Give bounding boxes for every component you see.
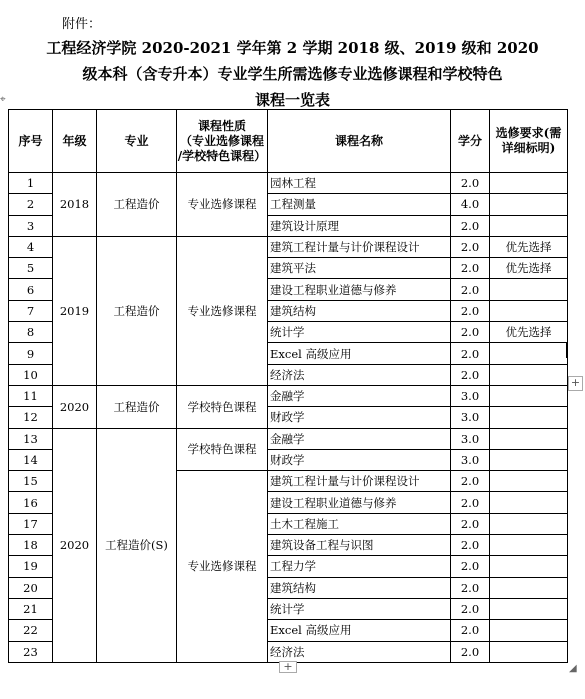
row-course: 统计学 xyxy=(268,598,451,619)
group-grade: 2020 xyxy=(53,428,97,662)
header-credit: 学分 xyxy=(451,110,490,173)
row-credit: 2.0 xyxy=(451,322,490,343)
row-course: 财政学 xyxy=(268,449,451,470)
row-no: 11 xyxy=(9,385,53,406)
group-major: 工程造价(S) xyxy=(97,428,177,662)
row-no: 15 xyxy=(9,471,53,492)
row-course: 建筑结构 xyxy=(268,300,451,321)
row-credit: 2.0 xyxy=(451,492,490,513)
table-move-handle-icon[interactable]: ⌖ xyxy=(0,94,6,105)
row-credit: 2.0 xyxy=(451,513,490,534)
row-no: 5 xyxy=(9,258,53,279)
row-credit: 2.0 xyxy=(451,343,490,364)
row-course: 统计学 xyxy=(268,322,451,343)
row-no: 20 xyxy=(9,577,53,598)
group-nature: 学校特色课程 xyxy=(177,385,268,428)
row-course: 建筑结构 xyxy=(268,577,451,598)
row-course: 园林工程 xyxy=(268,173,451,194)
row-course: 金融学 xyxy=(268,385,451,406)
row-course: Excel 高级应用 xyxy=(268,343,451,364)
row-no: 9 xyxy=(9,343,53,364)
table-header-row xyxy=(9,110,568,173)
attachment-label: 附件： xyxy=(62,17,102,32)
row-credit: 2.0 xyxy=(451,279,490,300)
row-course: 财政学 xyxy=(268,407,451,428)
header-req-line-1: 选修要求(需 xyxy=(495,126,562,140)
row-requirement xyxy=(490,577,568,598)
table-row xyxy=(9,236,568,257)
header-nature-line-1: 课程性质 xyxy=(197,118,246,133)
header-course-nature xyxy=(177,110,268,173)
row-credit: 3.0 xyxy=(451,449,490,470)
row-no: 17 xyxy=(9,513,53,534)
row-requirement xyxy=(490,194,568,215)
row-no: 10 xyxy=(9,364,53,385)
text-cursor xyxy=(566,342,568,358)
row-credit: 4.0 xyxy=(451,194,490,215)
row-credit: 2.0 xyxy=(451,641,490,662)
row-credit: 3.0 xyxy=(451,428,490,449)
row-course: 经济法 xyxy=(268,364,451,385)
row-credit: 2.0 xyxy=(451,556,490,577)
group-major: 工程造价 xyxy=(97,236,177,385)
row-credit: 2.0 xyxy=(451,598,490,619)
row-no: 4 xyxy=(9,236,53,257)
group-nature: 专业选修课程 xyxy=(177,236,268,385)
table-resize-handle-icon[interactable]: ◢ xyxy=(569,663,577,674)
row-no: 12 xyxy=(9,407,53,428)
row-credit: 2.0 xyxy=(451,471,490,492)
row-course: 工程力学 xyxy=(268,556,451,577)
table-row xyxy=(9,173,568,194)
row-course: 建设工程职业道德与修养 xyxy=(268,492,451,513)
row-no: 22 xyxy=(9,620,53,641)
row-requirement: 优先选择 xyxy=(490,322,568,343)
row-requirement xyxy=(490,279,568,300)
row-credit: 2.0 xyxy=(451,215,490,236)
row-course: 建筑工程计量与计价课程设计 xyxy=(268,236,451,257)
row-requirement xyxy=(490,364,568,385)
row-course: 建筑设计原理 xyxy=(268,215,451,236)
row-credit: 2.0 xyxy=(451,258,490,279)
add-row-icon[interactable]: + xyxy=(279,661,297,673)
row-course: 工程测量 xyxy=(268,194,451,215)
row-requirement xyxy=(490,343,568,364)
row-requirement xyxy=(490,173,568,194)
header-requirement xyxy=(490,110,568,173)
row-requirement xyxy=(490,471,568,492)
row-requirement xyxy=(490,641,568,662)
group-nature: 专业选修课程 xyxy=(177,471,268,663)
row-no: 18 xyxy=(9,535,53,556)
row-no: 8 xyxy=(9,322,53,343)
row-requirement xyxy=(490,428,568,449)
row-no: 16 xyxy=(9,492,53,513)
header-major: 专业 xyxy=(97,110,177,173)
row-course: 金融学 xyxy=(268,428,451,449)
document-title-line-2: 级本科（含专升本）专业学生所需选修专业选修课程和学校特色 xyxy=(82,65,503,83)
group-grade: 2020 xyxy=(53,385,97,428)
row-requirement xyxy=(490,449,568,470)
row-requirement xyxy=(490,513,568,534)
row-requirement: 优先选择 xyxy=(490,258,568,279)
row-credit: 2.0 xyxy=(451,620,490,641)
group-nature: 学校特色课程 xyxy=(177,428,268,471)
row-credit: 2.0 xyxy=(451,535,490,556)
group-major: 工程造价 xyxy=(97,173,177,237)
add-column-icon[interactable]: + xyxy=(568,376,583,391)
row-credit: 3.0 xyxy=(451,407,490,428)
row-requirement xyxy=(490,215,568,236)
row-no: 2 xyxy=(9,194,53,215)
row-requirement xyxy=(490,556,568,577)
row-requirement xyxy=(490,492,568,513)
document-title-line-1: 工程经济学院 2020-2021 学年第 2 学期 2018 级、2019 级和 2020 xyxy=(46,39,539,57)
row-requirement xyxy=(490,300,568,321)
group-major: 工程造价 xyxy=(97,385,177,428)
row-credit: 3.0 xyxy=(451,385,490,406)
row-requirement xyxy=(490,385,568,406)
header-nature-line-2: （专业选修课程 xyxy=(179,133,264,148)
row-credit: 2.0 xyxy=(451,300,490,321)
row-no: 3 xyxy=(9,215,53,236)
row-course: Excel 高级应用 xyxy=(268,620,451,641)
header-grade: 年级 xyxy=(53,110,97,173)
header-req-line-2: 详细标明) xyxy=(501,141,556,155)
row-requirement xyxy=(490,407,568,428)
row-course: 建设工程职业道德与修养 xyxy=(268,279,451,300)
header-nature-line-3: /学校特色课程） xyxy=(177,148,267,163)
row-no: 6 xyxy=(9,279,53,300)
row-course: 建筑平法 xyxy=(268,258,451,279)
row-credit: 2.0 xyxy=(451,236,490,257)
row-credit: 2.0 xyxy=(451,364,490,385)
document-title-line-3: 课程一览表 xyxy=(254,91,330,109)
row-course: 建筑工程计量与计价课程设计 xyxy=(268,471,451,492)
row-credit: 2.0 xyxy=(451,577,490,598)
table-row xyxy=(9,385,568,406)
row-no: 13 xyxy=(9,428,53,449)
table-row xyxy=(9,428,568,449)
row-requirement xyxy=(490,535,568,556)
row-requirement: 优先选择 xyxy=(490,236,568,257)
row-course: 经济法 xyxy=(268,641,451,662)
course-table xyxy=(8,109,568,663)
row-credit: 2.0 xyxy=(451,173,490,194)
row-no: 19 xyxy=(9,556,53,577)
row-course: 土木工程施工 xyxy=(268,513,451,534)
row-no: 7 xyxy=(9,300,53,321)
header-course-name: 课程名称 xyxy=(268,110,451,173)
row-no: 14 xyxy=(9,449,53,470)
group-grade: 2018 xyxy=(53,173,97,237)
row-no: 1 xyxy=(9,173,53,194)
row-course: 建筑设备工程与识图 xyxy=(268,535,451,556)
row-no: 23 xyxy=(9,641,53,662)
header-no: 序号 xyxy=(9,110,53,173)
row-requirement xyxy=(490,598,568,619)
row-requirement xyxy=(490,620,568,641)
group-nature: 专业选修课程 xyxy=(177,173,268,237)
row-no: 21 xyxy=(9,598,53,619)
group-grade: 2019 xyxy=(53,236,97,385)
